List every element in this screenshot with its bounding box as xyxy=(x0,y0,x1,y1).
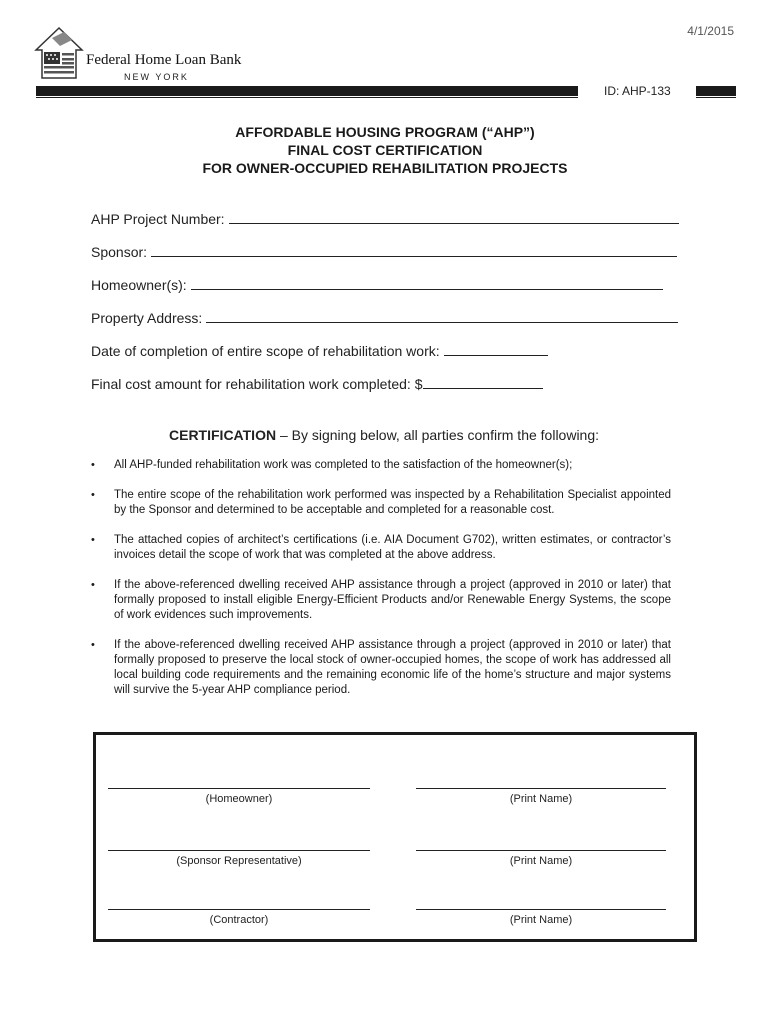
certification-heading xyxy=(169,427,599,443)
contractor-signature[interactable] xyxy=(108,909,370,926)
project-number-field xyxy=(91,209,679,227)
final-cost-input[interactable] xyxy=(423,374,543,389)
project-number-input[interactable] xyxy=(229,209,679,224)
sponsor-print-label: (Print Name) xyxy=(509,855,573,867)
title-line-1: AFFORDABLE HOUSING PROGRAM (“AHP”) xyxy=(235,124,535,140)
form-id: ID: AHP-133 xyxy=(604,84,671,98)
final-cost-field xyxy=(91,374,543,392)
title-line-2: FINAL COST CERTIFICATION xyxy=(287,142,483,158)
certification-label: CERTIFICATION xyxy=(169,427,277,443)
org-sub: NEW YORK xyxy=(124,72,189,82)
property-address-input[interactable] xyxy=(206,308,678,323)
title-line-3: FOR OWNER-OCCUPIED REHABILITATION PROJECTS xyxy=(202,160,568,176)
homeowner-print-label: (Print Name) xyxy=(509,793,573,805)
contractor-print-name[interactable] xyxy=(416,909,666,926)
list-item: • If the above-referenced dwelling received AHP assistance through a project (approved in 2010 or later) that formally proposed to install eligible Energy-Efficient Products and/or Renewable Energy Systems, the scope of work evidences such improvements. xyxy=(91,578,671,623)
homeowners-field xyxy=(91,275,663,293)
header-rule xyxy=(36,86,736,100)
sponsor-rep-signature[interactable] xyxy=(108,850,370,867)
org-name: Federal Home Loan Bank xyxy=(86,52,242,68)
list-item: • If the above-referenced dwelling received AHP assistance through a project (approved in 2010 or later) that formally proposed to preserve the local stock of owner-occupied homes, the scope of work has addressed all local building code requirements and the remaining economic life of the home’s structure and major systems will survive the 5-year AHP compliance period. xyxy=(91,638,671,698)
form-title xyxy=(0,123,770,177)
property-address-field xyxy=(91,308,678,326)
list-item: • All AHP-funded rehabilitation work was completed to the satisfaction of the homeowner(s); xyxy=(91,458,671,473)
homeowners-label: Homeowner(s): xyxy=(91,277,187,293)
property-address-label: Property Address: xyxy=(91,310,203,326)
sponsor-print-name[interactable] xyxy=(416,850,666,867)
homeowners-input[interactable] xyxy=(191,275,663,290)
completion-date-label: Date of completion of entire scope of rehabilitation work: xyxy=(91,343,440,359)
contractor-signature-label: (Contractor) xyxy=(209,914,269,926)
final-cost-label: Final cost amount for rehabilitation work completed: $ xyxy=(91,376,423,392)
list-item: • The attached copies of architect’s certifications (i.e. AIA Document G702), written estimates, or contractor’s invoices detail the scope of work that was completed at the above address. xyxy=(91,533,671,563)
certification-list xyxy=(91,458,671,713)
contractor-print-label: (Print Name) xyxy=(509,914,573,926)
completion-date-input[interactable] xyxy=(444,341,548,356)
completion-date-field xyxy=(91,341,548,359)
homeowner-print-name[interactable] xyxy=(416,788,666,805)
house-flag-icon xyxy=(34,26,84,80)
form-date: 4/1/2015 xyxy=(687,24,734,38)
signature-box xyxy=(93,732,697,942)
sponsor-rep-label: (Sponsor Representative) xyxy=(176,855,302,867)
sponsor-input[interactable] xyxy=(151,242,677,257)
homeowner-signature[interactable] xyxy=(108,788,370,805)
homeowner-signature-label: (Homeowner) xyxy=(205,793,273,805)
certification-intro: – By signing below, all parties confirm the following: xyxy=(276,427,600,443)
list-item: • The entire scope of the rehabilitation work performed was inspected by a Rehabilitation Specialist appointed by the Sponsor and determined to be acceptable and completed for a reasonable cost. xyxy=(91,488,671,518)
project-number-label: AHP Project Number: xyxy=(91,211,225,227)
fhlb-logo xyxy=(34,26,254,84)
sponsor-field xyxy=(91,242,677,260)
sponsor-label: Sponsor: xyxy=(91,244,148,260)
